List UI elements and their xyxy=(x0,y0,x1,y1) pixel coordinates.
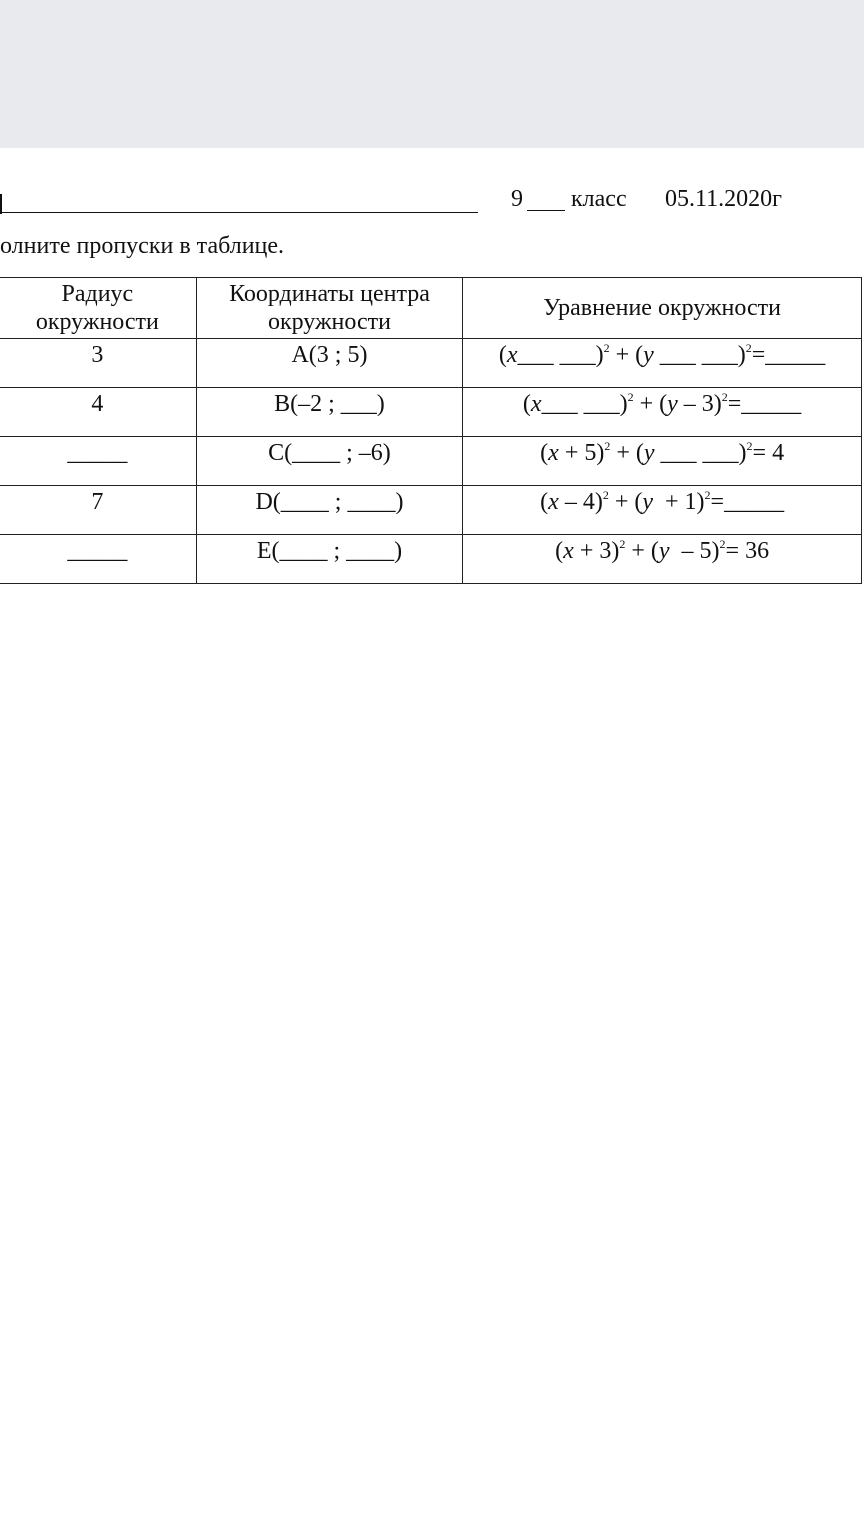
equation-cell xyxy=(463,339,862,388)
worksheet-date: 05.11.2020г xyxy=(665,186,782,212)
equation-exponent: 2 xyxy=(721,390,728,404)
radius-cell: _____ xyxy=(0,535,196,584)
equation-part: ( xyxy=(540,440,549,466)
equation-part: = 36 xyxy=(725,538,770,564)
center-cell: C(____ ; –6) xyxy=(196,437,463,486)
top-gray-band xyxy=(0,0,864,148)
header-center xyxy=(196,278,463,339)
equation-part: – 3) xyxy=(677,391,722,417)
equation-cell xyxy=(463,486,862,535)
radius-cell: 7 xyxy=(0,486,196,535)
table-row xyxy=(0,339,862,388)
equation-exponent: 2 xyxy=(603,341,610,355)
equation-part: – 5) xyxy=(669,538,720,564)
center-cell: B(–2 ; ___) xyxy=(196,388,463,437)
table-row xyxy=(0,388,862,437)
grade-letter-blank xyxy=(527,210,565,211)
equation-exponent: 2 xyxy=(719,537,726,551)
header-equation-label: Уравнение окружности xyxy=(543,295,781,321)
equation-variable: y xyxy=(643,440,655,466)
equation-part: ___ ___) xyxy=(654,440,747,466)
equation-variable: x xyxy=(563,538,574,564)
radius-cell: 3 xyxy=(0,339,196,388)
equation-variable: x xyxy=(506,342,518,368)
equation-part: ___ ___) xyxy=(517,342,604,368)
equation-part: + ( xyxy=(609,342,644,368)
header-radius-line1: Радиус xyxy=(61,281,134,307)
equation-part: + 1) xyxy=(653,489,705,515)
grade-label: класс xyxy=(571,186,627,212)
header-radius xyxy=(0,278,196,339)
radius-cell: _____ xyxy=(0,437,196,486)
table-header-row xyxy=(0,278,862,339)
equation-variable: x xyxy=(530,391,542,417)
table-row xyxy=(0,437,862,486)
equation-part: ( xyxy=(555,538,564,564)
equation-part: ( xyxy=(540,489,549,515)
equation-exponent: 2 xyxy=(602,488,609,502)
equation-variable: y xyxy=(667,391,678,417)
equation-part: + ( xyxy=(633,391,668,417)
equation-part: ___ ___) xyxy=(653,342,746,368)
equation-part: + 5) xyxy=(558,440,605,466)
equation-cell xyxy=(463,535,862,584)
center-cell: E(____ ; ____) xyxy=(196,535,463,584)
task-instruction: олните пропуски в таблице. xyxy=(0,233,285,259)
equation-exponent: 2 xyxy=(627,390,634,404)
header-radius-line2: окружности xyxy=(35,309,159,335)
equation-exponent: 2 xyxy=(745,341,752,355)
equation-part: ( xyxy=(498,342,507,368)
equation-part: ( xyxy=(522,391,531,417)
equation-part: ___ ___) xyxy=(541,391,628,417)
student-name-blank xyxy=(0,186,478,213)
circle-equation-table xyxy=(0,277,862,584)
equation-variable: y xyxy=(658,538,670,564)
header-equation xyxy=(463,278,862,339)
header-center-line2: окружности xyxy=(267,309,391,335)
equation-variable: y xyxy=(643,342,654,368)
equation-variable: x xyxy=(548,440,559,466)
equation-cell xyxy=(463,388,862,437)
equation-part: =_____ xyxy=(751,342,826,368)
equation-exponent: 2 xyxy=(704,488,711,502)
radius-cell: 4 xyxy=(0,388,196,437)
table-row xyxy=(0,535,862,584)
grade-number: 9 xyxy=(511,186,523,212)
equation-exponent: 2 xyxy=(604,439,611,453)
equation-variable: y xyxy=(642,489,653,515)
equation-exponent: 2 xyxy=(619,537,626,551)
equation-part: + ( xyxy=(625,538,659,564)
equation-part: = 4 xyxy=(752,440,785,466)
worksheet-header xyxy=(0,186,864,216)
equation-part: =_____ xyxy=(710,489,785,515)
equation-exponent: 2 xyxy=(746,439,753,453)
equation-cell xyxy=(463,437,862,486)
equation-part: =_____ xyxy=(727,391,802,417)
equation-part: – 4) xyxy=(558,489,603,515)
equation-part: + 3) xyxy=(573,538,620,564)
equation-variable: x xyxy=(548,489,559,515)
table-row xyxy=(0,486,862,535)
equation-part: + ( xyxy=(608,489,643,515)
center-cell: A(3 ; 5) xyxy=(196,339,463,388)
header-center-line1: Координаты центра xyxy=(229,281,430,307)
equation-part: + ( xyxy=(610,440,644,466)
center-cell: D(____ ; ____) xyxy=(196,486,463,535)
